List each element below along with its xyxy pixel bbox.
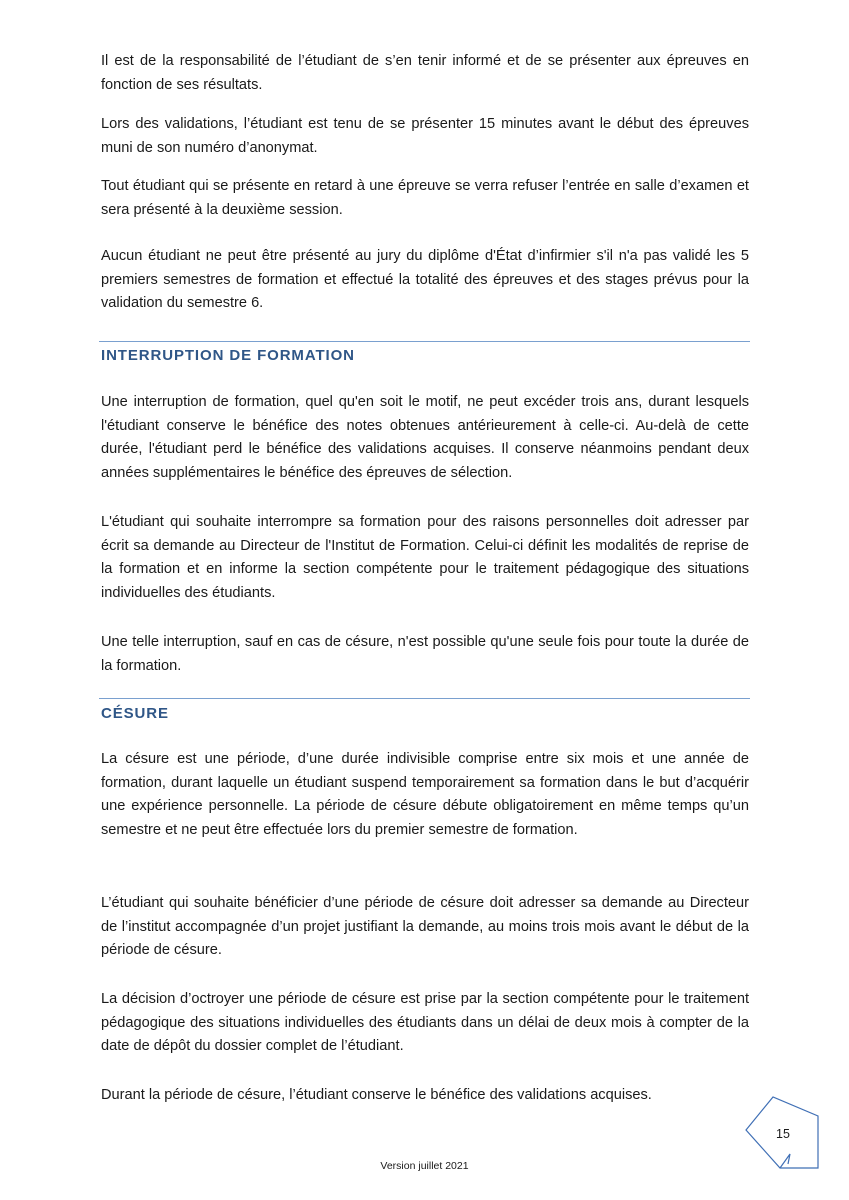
interruption-paragraph-1: Une interruption de formation, quel qu'en soit le motif, ne peut excéder trois ans, durant lesquels l'étudiant conserve le bénéfice des notes obtenues antérieurement à celle-ci. Au-delà de cette durée, l'étudiant perd le bénéfice des validations acquises. Il conserve néanmoins pendant deux années supplémentaires le bénéfice des épreuves de sélection. <box>101 394 749 481</box>
section-divider <box>99 341 750 342</box>
page-number: 15 <box>776 1127 790 1141</box>
cesure-paragraph-2: L’étudiant qui souhaite bénéficier d’une période de césure doit adresser sa demande au Directeur de l’institut accompagnée d’un projet justifiant la demande, au moins trois mois avant le début de la période de césure. <box>101 895 749 958</box>
cesure-paragraph-4: Durant la période de césure, l’étudiant conserve le bénéfice des validations acquises. <box>101 1087 652 1103</box>
intro-paragraph-4: Aucun étudiant ne peut être présenté au jury du diplôme d'État d’infirmier s'il n'a pas validé les 5 premiers semestres de formation et effectué la totalité des épreuves et des stages prévus pour la validation du semestre 6. <box>101 248 749 311</box>
interruption-paragraph-3: Une telle interruption, sauf en cas de césure, n'est possible qu'une seule fois pour toute la durée de la formation. <box>101 634 749 674</box>
footer-version: Version juillet 2021 <box>380 1160 469 1172</box>
intro-paragraph-1: Il est de la responsabilité de l’étudiant de s’en tenir informé et de se présenter aux épreuves en fonction de ses résultats. <box>101 53 749 93</box>
cesure-paragraph-1: La césure est une période, d’une durée indivisible comprise entre six mois et une année de formation, durant laquelle un étudiant suspend temporairement sa formation dans le but d’acquérir une expérience personnelle. La période de césure débute obligatoirement en même temps qu’un semestre et ne peut être effectuée lors du premier semestre de formation. <box>101 751 749 838</box>
section-divider <box>99 698 750 699</box>
section-title-cesure: CÉSURE <box>101 705 169 722</box>
cesure-paragraph-3: La décision d’octroyer une période de césure est prise par la section compétente pour le traitement pédagogique des situations individuelles des étudiants dans un délai de deux mois à compter de la date de dépôt du dossier complet de l’étudiant. <box>101 991 749 1054</box>
intro-paragraph-2: Lors des validations, l’étudiant est tenu de se présenter 15 minutes avant le début des épreuves muni de son numéro d’anonymat. <box>101 116 749 156</box>
intro-paragraph-3: Tout étudiant qui se présente en retard à une épreuve se verra refuser l’entrée en salle d’examen et sera présenté à la deuxième session. <box>101 178 749 218</box>
section-title-interruption: INTERRUPTION DE FORMATION <box>101 347 355 364</box>
interruption-paragraph-2: L'étudiant qui souhaite interrompre sa formation pour des raisons personnelles doit adresser par écrit sa demande au Directeur de l'Institut de Formation. Celui-ci définit les modalités de reprise de la formation et en informe la section compétente pour le traitement pédagogique des situations individuelles des étudiants. <box>101 514 749 601</box>
